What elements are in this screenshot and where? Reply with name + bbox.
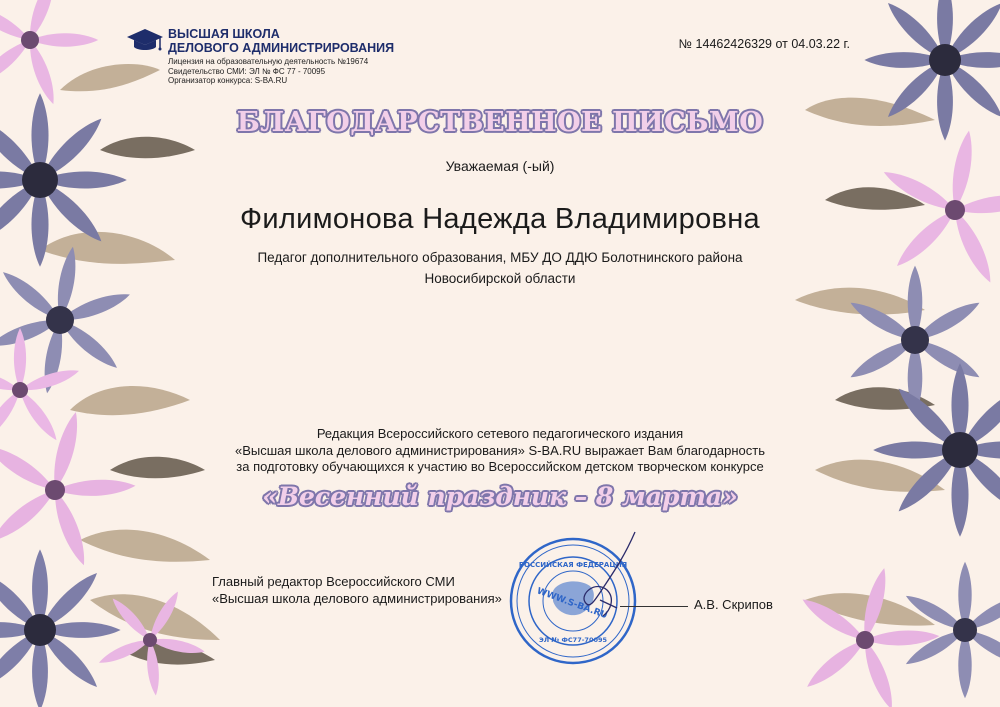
org-name-line1: ВЫСШАЯ ШКОЛА	[168, 27, 280, 41]
svg-text:РОССИЙСКАЯ ФЕДЕРАЦИЯ: РОССИЙСКАЯ ФЕДЕРАЦИЯ	[518, 561, 628, 569]
gratitude-text	[180, 426, 820, 476]
salutation: Уважаемая (-ый)	[445, 158, 555, 174]
body-line2: «Высшая школа делового администрирования» S-BA.RU выражает Вам благодарность	[234, 442, 766, 458]
signer-name: А.В. Скрипов	[694, 597, 773, 612]
recipient-position	[200, 247, 800, 289]
editor-line1: Главный редактор Всероссийского СМИ	[212, 574, 455, 589]
document-number: № 14462426329 от 04.03.22 г.	[678, 37, 850, 51]
editor-line2: «Высшая школа делового администрирования»	[212, 590, 502, 606]
svg-text:ЭЛ № ФС77-70095: ЭЛ № ФС77-70095	[538, 636, 608, 644]
org-name-line2: ДЕЛОВОГО АДМИНИСТРИРОВАНИЯ	[168, 41, 395, 55]
recipient-name: Филимонова Надежда Владимировна	[240, 203, 760, 235]
position-line2: Новосибирской области	[424, 271, 576, 286]
editor-title	[212, 574, 502, 607]
license-text: Лицензия на образовательную деятельность №19674	[168, 57, 369, 66]
body-line1: Редакция Всероссийского сетевого педагогического издания	[316, 426, 684, 441]
org-name	[168, 27, 394, 55]
contest-name: «Весенний праздник – 8 марта»	[262, 482, 738, 511]
svg-text:WWW.S-BA.RU: WWW.S-BA.RU	[535, 586, 609, 622]
org-details	[168, 57, 368, 86]
media-cert-text: Свидетельство СМИ: ЭЛ № ФС 77 - 70095	[168, 66, 326, 76]
body-line3: за подготовку обучающихся к участию во Всероссийском детском творческом конкурсе	[236, 459, 764, 474]
organizer-text: Организатор конкурса: S-BA.RU	[168, 76, 288, 85]
position-line1: Педагог дополнительного образования, МБУ ДО ДДЮ Болотнинского района	[257, 250, 743, 265]
graduation-cap-icon	[126, 27, 164, 53]
signature-scribble	[545, 530, 645, 630]
signature-line	[620, 606, 688, 607]
document-title: БЛАГОДАРСТВЕННОЕ ПИСЬМО	[236, 107, 764, 138]
